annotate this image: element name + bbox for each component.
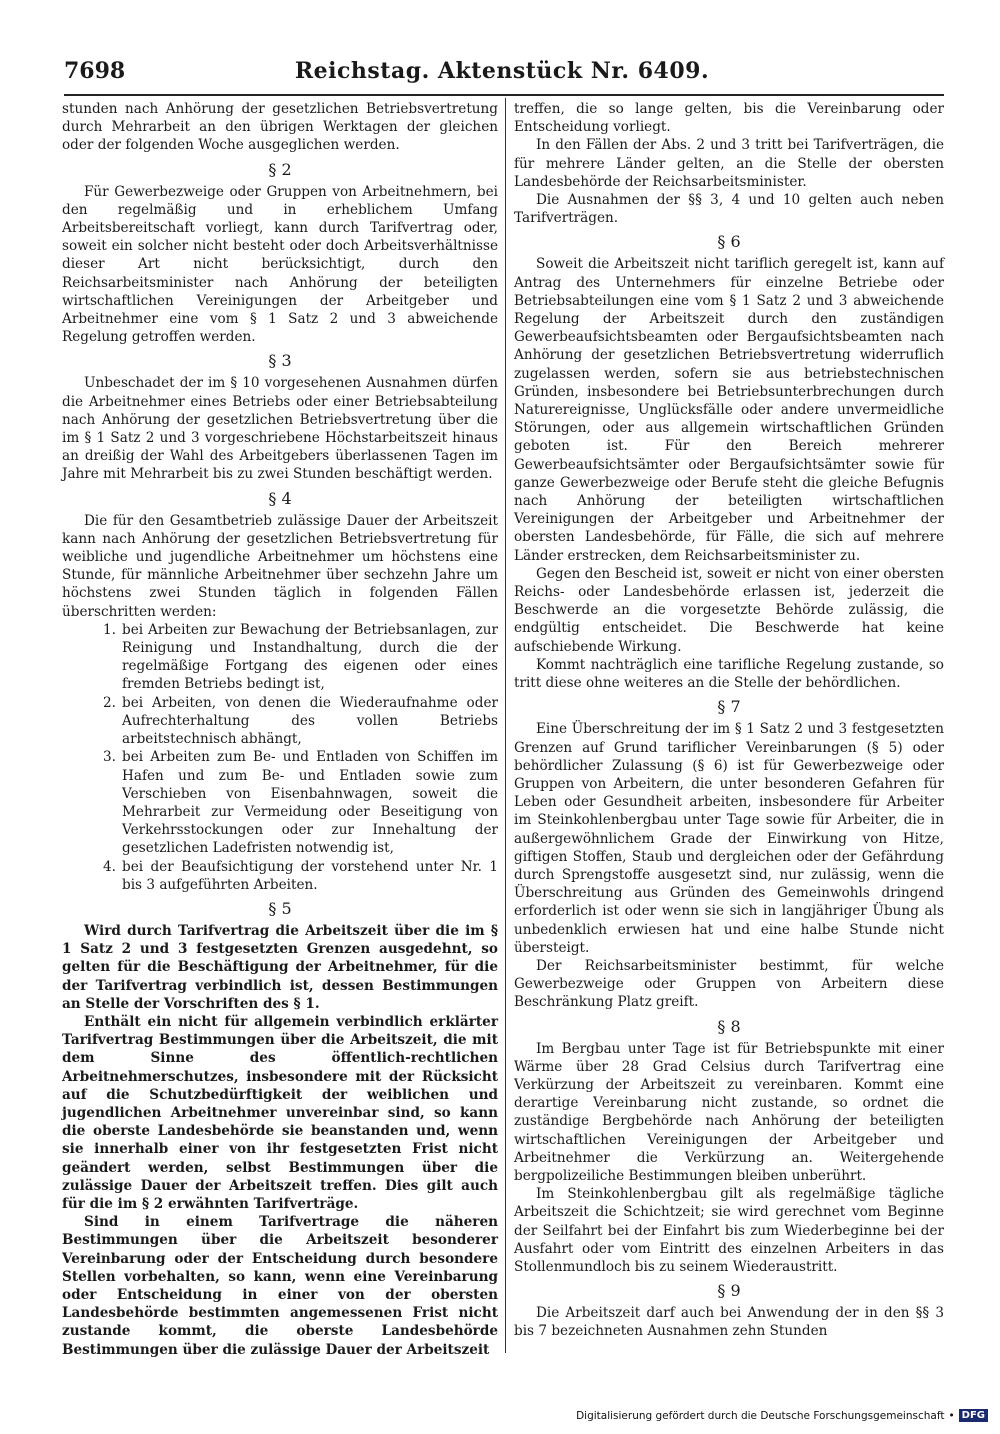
paragraph: Sind in einem Tarifvertrage die näheren Bestimmungen über die Arbeitszeit besonderer Vereinbarung oder der Entscheidung durch besondere Stellen vorbehalten, so kann, wenn eine Vereinbarung oder Entscheidung in einer von der obersten Landesbehörde bestimmten angemessenen Frist nicht zustande kommt, die oberste Landesbehörde Bestimmungen über die zulässige Dauer der Arbeitszeit xyxy=(62,1214,498,1358)
list-item xyxy=(62,858,498,894)
right-column xyxy=(514,100,944,1341)
list-item xyxy=(62,621,498,694)
list-item-text: bei Arbeiten, von denen die Wiederaufnahme oder Aufrechterhaltung des vollen Betriebs arbeitstechnisch abhängt, xyxy=(122,694,498,748)
paragraph: Im Bergbau unter Tage ist für Betriebspunkte mit einer Wärme über 28 Grad Celsius durch Tarifvertrag eine Verkürzung der Arbeitszeit zu vereinbaren. Kommt eine derartige Vereinbarung nicht zustande, so ordnet die zuständige Bergbehörde nach Anhörung der beteiligten wirtschaftlichen Vereinigungen der Arbeitgeber und Arbeitnehmer die Verkürzung an. Weitergehende bergpolizeiliche Bestimmungen bleiben unberührt. xyxy=(514,1040,944,1184)
list-item-number: 1. xyxy=(103,621,116,638)
paragraph: In den Fällen der Abs. 2 und 3 tritt bei Tarifverträgen, die für mehrere Länder gelten, an die Stelle der obersten Landesbehörde der Reichsarbeitsminister. xyxy=(514,137,944,190)
paragraph: Für Gewerbezweige oder Gruppen von Arbeitnehmern, bei den regelmäßig und in erheblichem Umfang Arbeitsbereitschaft vorliegt, kann durch Tarifvertrag oder, soweit ein solcher nicht besteht oder doch Arbeitsverhältnisse dieser Art nicht berücksichtigt, durch den Reichsarbeitsminister nach Anhörung der beteiligten wirtschaftlichen Vereinigungen der Arbeitgeber und Arbeitnehmer eine vom § 1 Satz 2 und 3 abweichende Regelung getroffen werden. xyxy=(62,183,498,346)
separator-dot: • xyxy=(948,1409,955,1422)
paragraph: Gegen den Bescheid ist, soweit er nicht von einer obersten Reichs- oder Landesbehörde erlassen ist, jederzeit die Beschwerde an die vorgesetzte Behörde zulässig, die endgültig entscheidet. Die Beschwerde hat keine aufschiebende Wirkung. xyxy=(514,565,944,655)
paragraph: Soweit die Arbeitszeit nicht tariflich geregelt ist, kann auf Antrag des Unternehmers für einzelne Betriebe oder Betriebsabteilungen eine vom § 1 Satz 2 und 3 abweichende Regelung der Arbeitszeit durch den zuständigen Gewerbeaufsichtsbeamten oder Bergaufsichtsbeamten nach Anhörung der gesetzlichen Betriebsvertretung widerruflich zugelassen werden, sofern sie aus betriebstechnischen Gründen, insbesondere bei Betriebsunterbrechungen durch Naturereignisse, Unglücksfälle oder andere unvermeidliche Störungen, oder aus allgemein wirtschaftlichen Gründen geboten ist. Für den Bereich mehrerer Gewerbeaufsichtsämter oder Bergaufsichtsämter sowie für ganze Gewerbezweige oder Berufe steht die gleiche Befugnis nach Anhörung der beteiligten wirtschaftlichen Vereinigungen der Arbeitgeber und Arbeitnehmer der obersten Landesbehörde, für Fälle, die sich auf mehrere Länder erstrecken, dem Reichsarbeitsminister zu. xyxy=(514,256,944,564)
credit-text: Digitalisierung gefördert durch die Deutsche Forschungsgemeinschaft xyxy=(576,1409,945,1422)
header-rule xyxy=(64,94,944,96)
section-heading-3: § 3 xyxy=(268,351,292,371)
paragraph: Enthält ein nicht für allgemein verbindlich erklärter Tarifvertrag Bestimmungen über die Arbeitszeit, die mit dem Sinne des öffentlich-rechtlichen Arbeitnehmerschutzes, insbesondere mit der Rücksicht auf die Schutzbedürftigkeit der weiblichen und jugendlichen Arbeitnehmer unvereinbar sind, so kann die oberste Landesbehörde sie beanstanden und, wenn sie innerhalb einer von ihr festgesetzten Frist nicht geändert werden, selbst Bestimmungen über die zulässige Dauer der Arbeitszeit treffen. Dies gilt auch für die im § 2 erwähnten Tarifverträge. xyxy=(62,1013,498,1212)
section-heading-4: § 4 xyxy=(268,488,292,508)
section-heading-5: § 5 xyxy=(268,898,292,918)
dfg-logo: DFG xyxy=(959,1409,988,1422)
paragraph: treffen, die so lange gelten, bis die Vereinbarung oder Entscheidung vorliegt. xyxy=(514,101,944,136)
running-title: Reichstag. Aktenstück Nr. 6409. xyxy=(294,58,710,84)
paragraph: Im Steinkohlenbergbau gilt als regelmäßige tägliche Arbeitszeit die Schichtzeit; sie wird gerechnet vom Beginne der Seilfahrt bei der Einfahrt bis zum Wiederbeginne bei der Ausfahrt oder vom Eintritt des einzelnen Arbeiters in das Stollenmundloch bis zu seinem Wiederaustritt. xyxy=(514,1186,944,1275)
paragraph: Die Arbeitszeit darf auch bei Anwendung der in den §§ 3 bis 7 bezeichneten Ausnahmen zehn Stunden xyxy=(514,1305,944,1340)
list-item-number: 4. xyxy=(103,858,116,875)
paragraph: Kommt nachträglich eine tarifliche Regelung zustande, so tritt diese ohne weiteres an die Stelle der behördlichen. xyxy=(514,656,944,692)
section-heading-6: § 6 xyxy=(717,232,741,252)
list-item-text: bei Arbeiten zur Bewachung der Betriebsanlagen, zur Reinigung und Instandhaltung, durch die der regelmäßige Fortgang des eigenen oder eines fremden Betriebs bedingt ist, xyxy=(122,621,498,693)
section-heading-7: § 7 xyxy=(717,697,741,717)
section-heading-9: § 9 xyxy=(717,1281,741,1301)
column-divider xyxy=(505,98,506,1353)
list-item xyxy=(62,694,498,749)
paragraph: Der Reichsarbeitsminister bestimmt, für welche Gewerbezweige oder Gruppen von Arbeitern diese Beschränkung Platz greift. xyxy=(514,957,944,1011)
list-item-text: bei Arbeiten zum Be- und Entladen von Schiffen im Hafen und zum Be- und Entladen sowie zum Verschieben von Eisenbahnwagen, soweit die Mehrarbeit zur Vermeidung oder Beseitigung von Verkehrsstockungen oder zur Innehaltung der gesetzlichen Ladefristen notwendig ist, xyxy=(122,749,498,857)
page-number: 7698 xyxy=(64,58,126,84)
list-item xyxy=(62,748,498,857)
left-column xyxy=(62,100,498,1359)
paragraph: Unbeschadet der im § 10 vorgesehenen Ausnahmen dürfen die Arbeitnehmer eines Betriebs oder einer Betriebsabteilung nach Anhörung der gesetzlichen Betriebsvertretung über die im § 1 Satz 2 und 3 vorgeschriebene Höchstarbeitszeit hinaus an dreißig der Wahl des Arbeitgebers überlassenen Tagen im Jahre mit Mehrarbeit bis zu zwei Stunden beschäftigt werden. xyxy=(62,375,498,483)
list-item-number: 3. xyxy=(103,749,116,766)
paragraph: stunden nach Anhörung der gesetzlichen Betriebsvertretung durch Mehrarbeit an den übrigen Werktagen der gleichen oder der folgenden Woche ausgeglichen werden. xyxy=(62,101,498,154)
paragraph: Die für den Gesamtbetrieb zulässige Dauer der Arbeitszeit kann nach Anhörung der gesetzlichen Betriebsvertretung für weibliche und jugendliche Arbeitnehmer um höchstens eine Stunde, für männliche Arbeitnehmer über sechzehn Jahre um höchstens zwei Stunden täglich in folgenden Fällen überschritten werden: xyxy=(62,512,498,620)
section-heading-2: § 2 xyxy=(268,159,292,179)
paragraph: Wird durch Tarifvertrag die Arbeitszeit über die im § 1 Satz 2 und 3 festgesetzten Grenzen ausgedehnt, so gelten für die Beschäftigung der Arbeitnehmer, für die der Tarifvertrag verbindlich ist, dessen Bestimmungen an Stelle der Vorschriften des § 1. xyxy=(62,922,498,1012)
list-item-text: bei der Beaufsichtigung der vorstehend unter Nr. 1 bis 3 aufgeführten Arbeiten. xyxy=(122,858,498,893)
list-item-number: 2. xyxy=(103,694,116,711)
paragraph: Eine Überschreitung der im § 1 Satz 2 und 3 festgesetzten Grenzen auf Grund tariflicher Vereinbarungen (§ 5) oder behördlicher Zulassung (§ 6) ist für Gewerbezweige oder Gruppen von Arbeitern, die unter besonderen Gefahren für Leben oder Gesundheit arbeiten, insbesondere für Arbeiter im Steinkohlenbergbau unter Tage sowie für Arbeiter, die in außergewöhnlichem Grade der Einwirkung von Hitze, giftigen Stoffen, Staub und dergleichen oder der Gefährdung durch Sprengstoffe ausgesetzt sind, nur zulässig, wenn die Überschreitung aus Gründen des Gemeinwohls dringend erforderlich ist oder wenn sie sich in langjähriger Übung als unbedenklich erwiesen hat und eine halbe Stunde nicht übersteigt. xyxy=(514,721,944,956)
digitization-credit xyxy=(576,1409,988,1422)
section-heading-8: § 8 xyxy=(717,1016,741,1036)
paragraph: Die Ausnahmen der §§ 3, 4 und 10 gelten auch neben Tarifverträgen. xyxy=(514,192,944,227)
page-header xyxy=(64,58,940,90)
